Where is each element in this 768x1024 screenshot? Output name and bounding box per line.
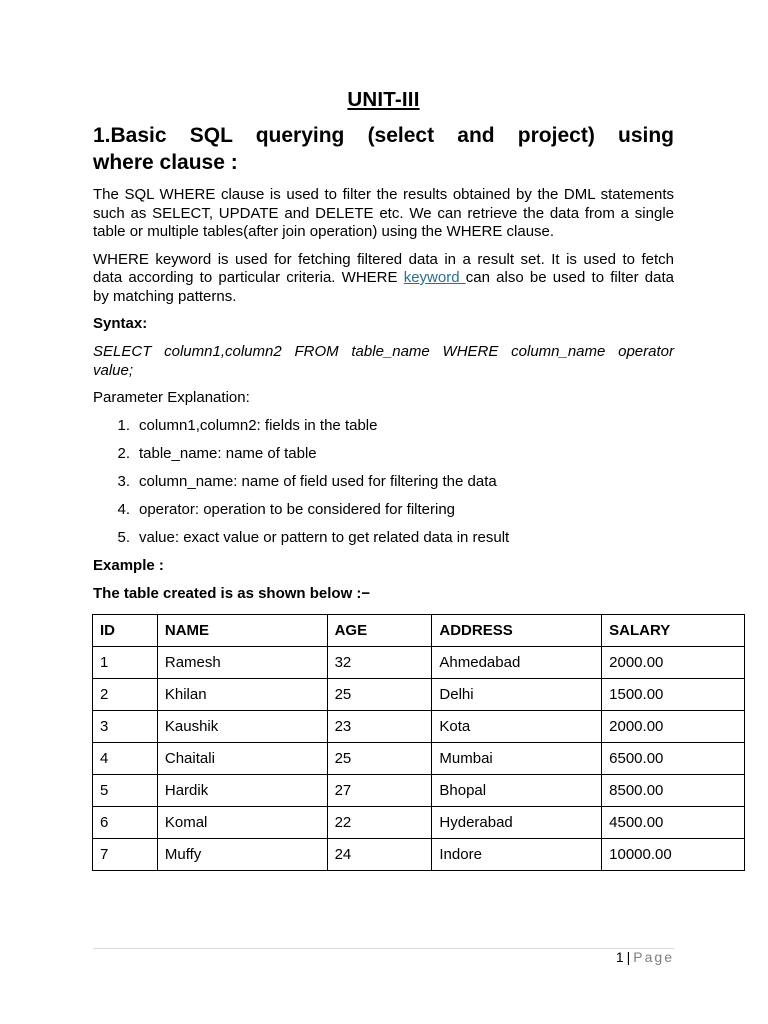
keyword-link[interactable]: keyword: [403, 269, 466, 286]
table-row: [93, 775, 745, 807]
cell-salary: 1500.00: [602, 679, 745, 711]
cell-name: Ramesh: [157, 647, 327, 679]
cell-age: 22: [327, 807, 432, 839]
column-header-salary: SALARY: [602, 615, 745, 647]
table-row: [93, 679, 745, 711]
table-row: [93, 711, 745, 743]
customers-table: [92, 614, 745, 871]
cell-address: Hyderabad: [432, 807, 602, 839]
section-heading-line-2: where clause :: [93, 151, 238, 174]
list-item: [93, 529, 674, 547]
table-row: [93, 743, 745, 775]
column-header-name: NAME: [157, 615, 327, 647]
page-footer: [616, 948, 674, 966]
column-header-id: ID: [93, 615, 158, 647]
cell-salary: 8500.00: [602, 775, 745, 807]
intro-line-2: such as SELECT, UPDATE and DELETE etc. We can retrieve the data from a single: [93, 204, 674, 222]
table-caption: The table created is as shown below :−: [93, 585, 371, 602]
syntax-line-1: SELECT column1,column2 FROM table_name WHERE column_name operator: [93, 343, 674, 360]
where-line-1: WHERE keyword is used for fetching filtered data in a result set. It is used to fetch: [93, 250, 674, 268]
list-item: [93, 417, 674, 435]
cell-id: 1: [93, 647, 158, 679]
cell-age: 24: [327, 839, 432, 871]
page-label: Page: [633, 949, 674, 965]
cell-salary: 4500.00: [602, 807, 745, 839]
cell-salary: 10000.00: [602, 839, 745, 871]
cell-id: 6: [93, 807, 158, 839]
cell-name: Muffy: [157, 839, 327, 871]
list-number: 4.: [117, 501, 130, 518]
list-item: [93, 445, 674, 463]
list-number: 3.: [117, 473, 130, 490]
table-row: [93, 807, 745, 839]
list-item: [93, 501, 674, 519]
cell-id: 2: [93, 679, 158, 711]
cell-name: Kaushik: [157, 711, 327, 743]
intro-paragraph: [93, 186, 674, 242]
footer-divider: [93, 948, 674, 949]
list-text: column1,column2: fields in the table: [139, 417, 378, 434]
list-text: table_name: name of table: [139, 445, 317, 462]
cell-name: Khilan: [157, 679, 327, 711]
cell-address: Bhopal: [432, 775, 602, 807]
cell-name: Chaitali: [157, 743, 327, 775]
column-header-age: AGE: [327, 615, 432, 647]
syntax-label: Syntax:: [93, 315, 148, 332]
cell-age: 25: [327, 679, 432, 711]
syntax-text: [93, 343, 674, 380]
section-heading-line-1: 1.Basic SQL querying (select and project) using: [93, 124, 674, 147]
unit-title: UNIT-III: [347, 88, 420, 111]
cell-id: 3: [93, 711, 158, 743]
table-row: [93, 839, 745, 871]
cell-address: Indore: [432, 839, 602, 871]
list-item: [93, 473, 674, 491]
section-heading: [93, 122, 674, 176]
intro-line-3: table or multiple tables(after join operation) using the WHERE clause.: [93, 223, 555, 240]
list-number: 5.: [117, 529, 130, 546]
list-number: 2.: [117, 445, 130, 462]
example-label: Example :: [93, 557, 164, 574]
list-text: column_name: name of field used for filtering the data: [139, 473, 497, 490]
cell-name: Hardik: [157, 775, 327, 807]
syntax-line-2: value;: [93, 361, 134, 379]
page-number: 1: [615, 949, 624, 965]
cell-age: 25: [327, 743, 432, 775]
footer-separator: |: [626, 949, 631, 965]
where-line-3: by matching patterns.: [93, 287, 237, 305]
table-row: [93, 647, 745, 679]
cell-id: 7: [93, 839, 158, 871]
list-number: 1.: [117, 417, 130, 434]
cell-address: Mumbai: [432, 743, 602, 775]
where-line-2-start: data according to particular criteria. WHERE: [93, 269, 404, 286]
where-line-2: [93, 269, 674, 288]
where-paragraph: [93, 251, 674, 307]
parameter-heading: Parameter Explanation:: [93, 389, 250, 406]
column-header-address: ADDRESS: [432, 615, 602, 647]
cell-id: 4: [93, 743, 158, 775]
list-text: value: exact value or pattern to get related data in result: [139, 529, 510, 546]
cell-salary: 2000.00: [602, 647, 745, 679]
document-page: [93, 88, 674, 613]
cell-age: 27: [327, 775, 432, 807]
cell-address: Kota: [432, 711, 602, 743]
cell-age: 23: [327, 711, 432, 743]
parameter-list: [93, 417, 674, 547]
table-header-row: [93, 615, 745, 647]
cell-name: Komal: [157, 807, 327, 839]
cell-salary: 6500.00: [602, 743, 745, 775]
cell-id: 5: [93, 775, 158, 807]
list-text: operator: operation to be considered for filtering: [139, 501, 456, 518]
cell-address: Delhi: [432, 679, 602, 711]
cell-age: 32: [327, 647, 432, 679]
cell-salary: 2000.00: [602, 711, 745, 743]
intro-line-1: The SQL WHERE clause is used to filter the results obtained by the DML statements: [93, 186, 674, 203]
cell-address: Ahmedabad: [432, 647, 602, 679]
where-line-2-end: can also be used to filter data: [465, 269, 674, 286]
